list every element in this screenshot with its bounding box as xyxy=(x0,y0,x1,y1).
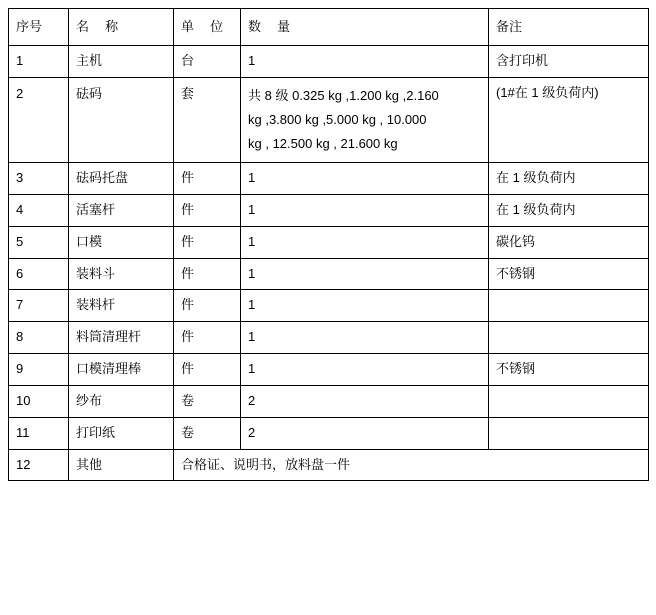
column-header-quantity: 数 量 xyxy=(241,9,489,46)
table-row xyxy=(9,322,649,354)
table-row xyxy=(9,417,649,449)
table-row xyxy=(9,449,649,481)
cell-quantity: 2 xyxy=(241,417,489,449)
table-header-row xyxy=(9,9,649,46)
table-row xyxy=(9,258,649,290)
cell-name: 打印纸 xyxy=(69,417,174,449)
cell-note: 不锈钢 xyxy=(489,354,649,386)
quantity-line: kg , 12.500 kg , 21.600 kg xyxy=(248,135,398,151)
cell-name: 活塞杆 xyxy=(69,194,174,226)
cell-no: 12 xyxy=(9,449,69,481)
cell-name: 主机 xyxy=(69,46,174,78)
cell-quantity: 1 xyxy=(241,354,489,386)
cell-unit: 件 xyxy=(174,290,241,322)
cell-name: 口模清理棒 xyxy=(69,354,174,386)
table-row xyxy=(9,226,649,258)
cell-name: 砝码托盘 xyxy=(69,162,174,194)
cell-name: 纱布 xyxy=(69,385,174,417)
table-row xyxy=(9,46,649,78)
table-row xyxy=(9,194,649,226)
cell-no: 2 xyxy=(9,77,69,162)
table-row xyxy=(9,354,649,386)
cell-note xyxy=(489,290,649,322)
cell-unit: 卷 xyxy=(174,417,241,449)
column-header-unit: 单 位 xyxy=(174,9,241,46)
column-header-no: 序号 xyxy=(9,9,69,46)
cell-unit: 件 xyxy=(174,258,241,290)
cell-name: 口模 xyxy=(69,226,174,258)
table-row xyxy=(9,385,649,417)
cell-no: 1 xyxy=(9,46,69,78)
cell-quantity: 1 xyxy=(241,46,489,78)
cell-unit: 台 xyxy=(174,46,241,78)
cell-note: 碳化钨 xyxy=(489,226,649,258)
cell-quantity: 1 xyxy=(241,322,489,354)
cell-unit: 卷 xyxy=(174,385,241,417)
table-row xyxy=(9,77,649,162)
cell-note: (1#在 1 级负荷内) xyxy=(489,77,649,162)
cell-quantity: 1 xyxy=(241,258,489,290)
cell-unit: 件 xyxy=(174,354,241,386)
cell-name: 装料杆 xyxy=(69,290,174,322)
cell-no: 11 xyxy=(9,417,69,449)
cell-name: 砝码 xyxy=(69,77,174,162)
cell-quantity: 2 xyxy=(241,385,489,417)
cell-name: 其他 xyxy=(69,449,174,481)
cell-no: 10 xyxy=(9,385,69,417)
cell-unit: 件 xyxy=(174,322,241,354)
cell-quantity: 1 xyxy=(241,194,489,226)
quantity-line: 共 8 级 0.325 kg ,1.200 kg ,2.160 xyxy=(248,87,439,103)
table-row xyxy=(9,290,649,322)
cell-no: 9 xyxy=(9,354,69,386)
cell-no: 3 xyxy=(9,162,69,194)
cell-no: 5 xyxy=(9,226,69,258)
cell-note xyxy=(489,385,649,417)
cell-quantity: 1 xyxy=(241,290,489,322)
cell-name: 装料斗 xyxy=(69,258,174,290)
cell-note: 不锈钢 xyxy=(489,258,649,290)
cell-quantity: 1 xyxy=(241,162,489,194)
cell-note: 含打印机 xyxy=(489,46,649,78)
cell-unit: 套 xyxy=(174,77,241,162)
cell-no: 4 xyxy=(9,194,69,226)
cell-no: 6 xyxy=(9,258,69,290)
quantity-line: kg ,3.800 kg ,5.000 kg , 10.000 xyxy=(248,111,427,127)
cell-note: 在 1 级负荷内 xyxy=(489,162,649,194)
cell-note: 在 1 级负荷内 xyxy=(489,194,649,226)
cell-quantity xyxy=(241,77,489,162)
cell-note xyxy=(489,417,649,449)
column-header-name: 名 称 xyxy=(69,9,174,46)
cell-unit: 件 xyxy=(174,162,241,194)
cell-merged-description: 合格证、说明书，放料盘一件 xyxy=(174,449,649,481)
cell-no: 8 xyxy=(9,322,69,354)
table-row xyxy=(9,162,649,194)
cell-unit: 件 xyxy=(174,194,241,226)
cell-note xyxy=(489,322,649,354)
parts-list-table xyxy=(8,8,649,481)
cell-quantity: 1 xyxy=(241,226,489,258)
cell-name: 料筒清理杆 xyxy=(69,322,174,354)
cell-no: 7 xyxy=(9,290,69,322)
column-header-note: 备注 xyxy=(489,9,649,46)
cell-unit: 件 xyxy=(174,226,241,258)
